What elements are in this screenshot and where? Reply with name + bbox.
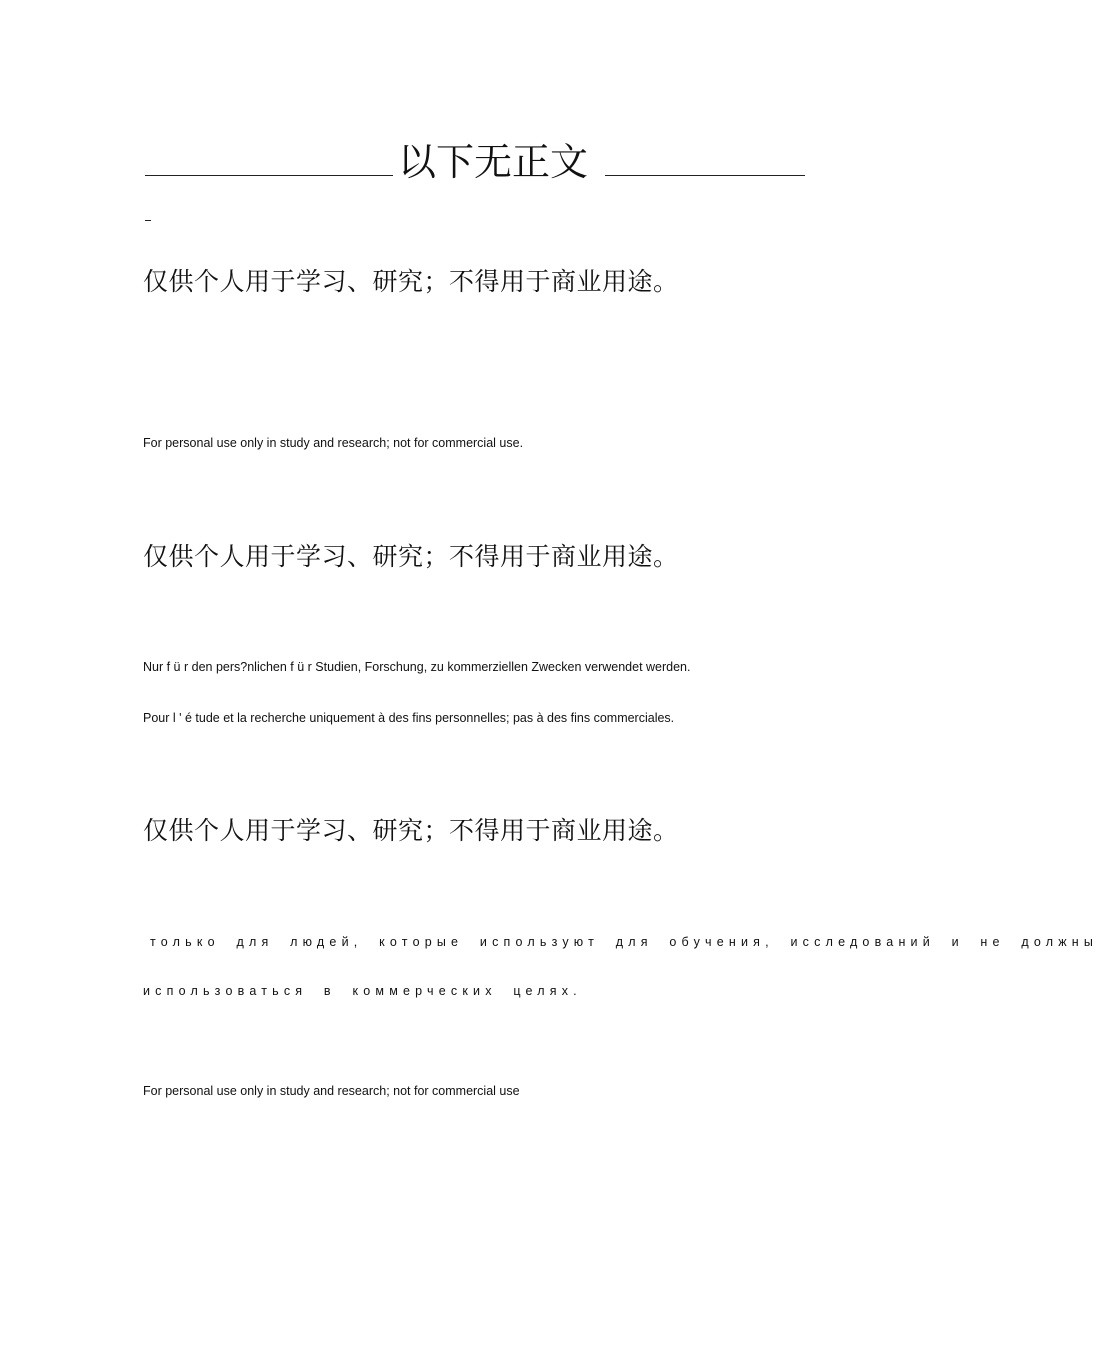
underscore-mark (145, 220, 151, 221)
chinese-notice-2: 仅供个人用于学习、研究；不得用于商业用途。 (143, 542, 679, 571)
chinese-notice-1: 仅供个人用于学习、研究；不得用于商业用途。 (143, 267, 679, 296)
russian-notice-line-2: использоваться в коммерческих целях. (143, 984, 582, 998)
chinese-notice-3: 仅供个人用于学习、研究；不得用于商业用途。 (143, 816, 679, 845)
french-notice: Pour l ' é tude et la recherche uniquement à des fins personnelles; pas à des fins commerciales. (143, 711, 675, 725)
russian-notice-line-1: только для людей, которые используют для обучения, исследований и не должны (150, 935, 1098, 949)
heading-rule-right (605, 175, 805, 176)
english-notice-1: For personal use only in study and research; not for commercial use. (143, 436, 524, 450)
english-notice-2: For personal use only in study and research; not for commercial use (143, 1084, 520, 1098)
heading-rule-left (145, 175, 393, 176)
german-notice: Nur f ü r den pers?nlichen f ü r Studien, Forschung, zu kommerziellen Zwecken verwendet werden. (143, 660, 691, 674)
page-heading: 以下无正文 (398, 140, 589, 184)
